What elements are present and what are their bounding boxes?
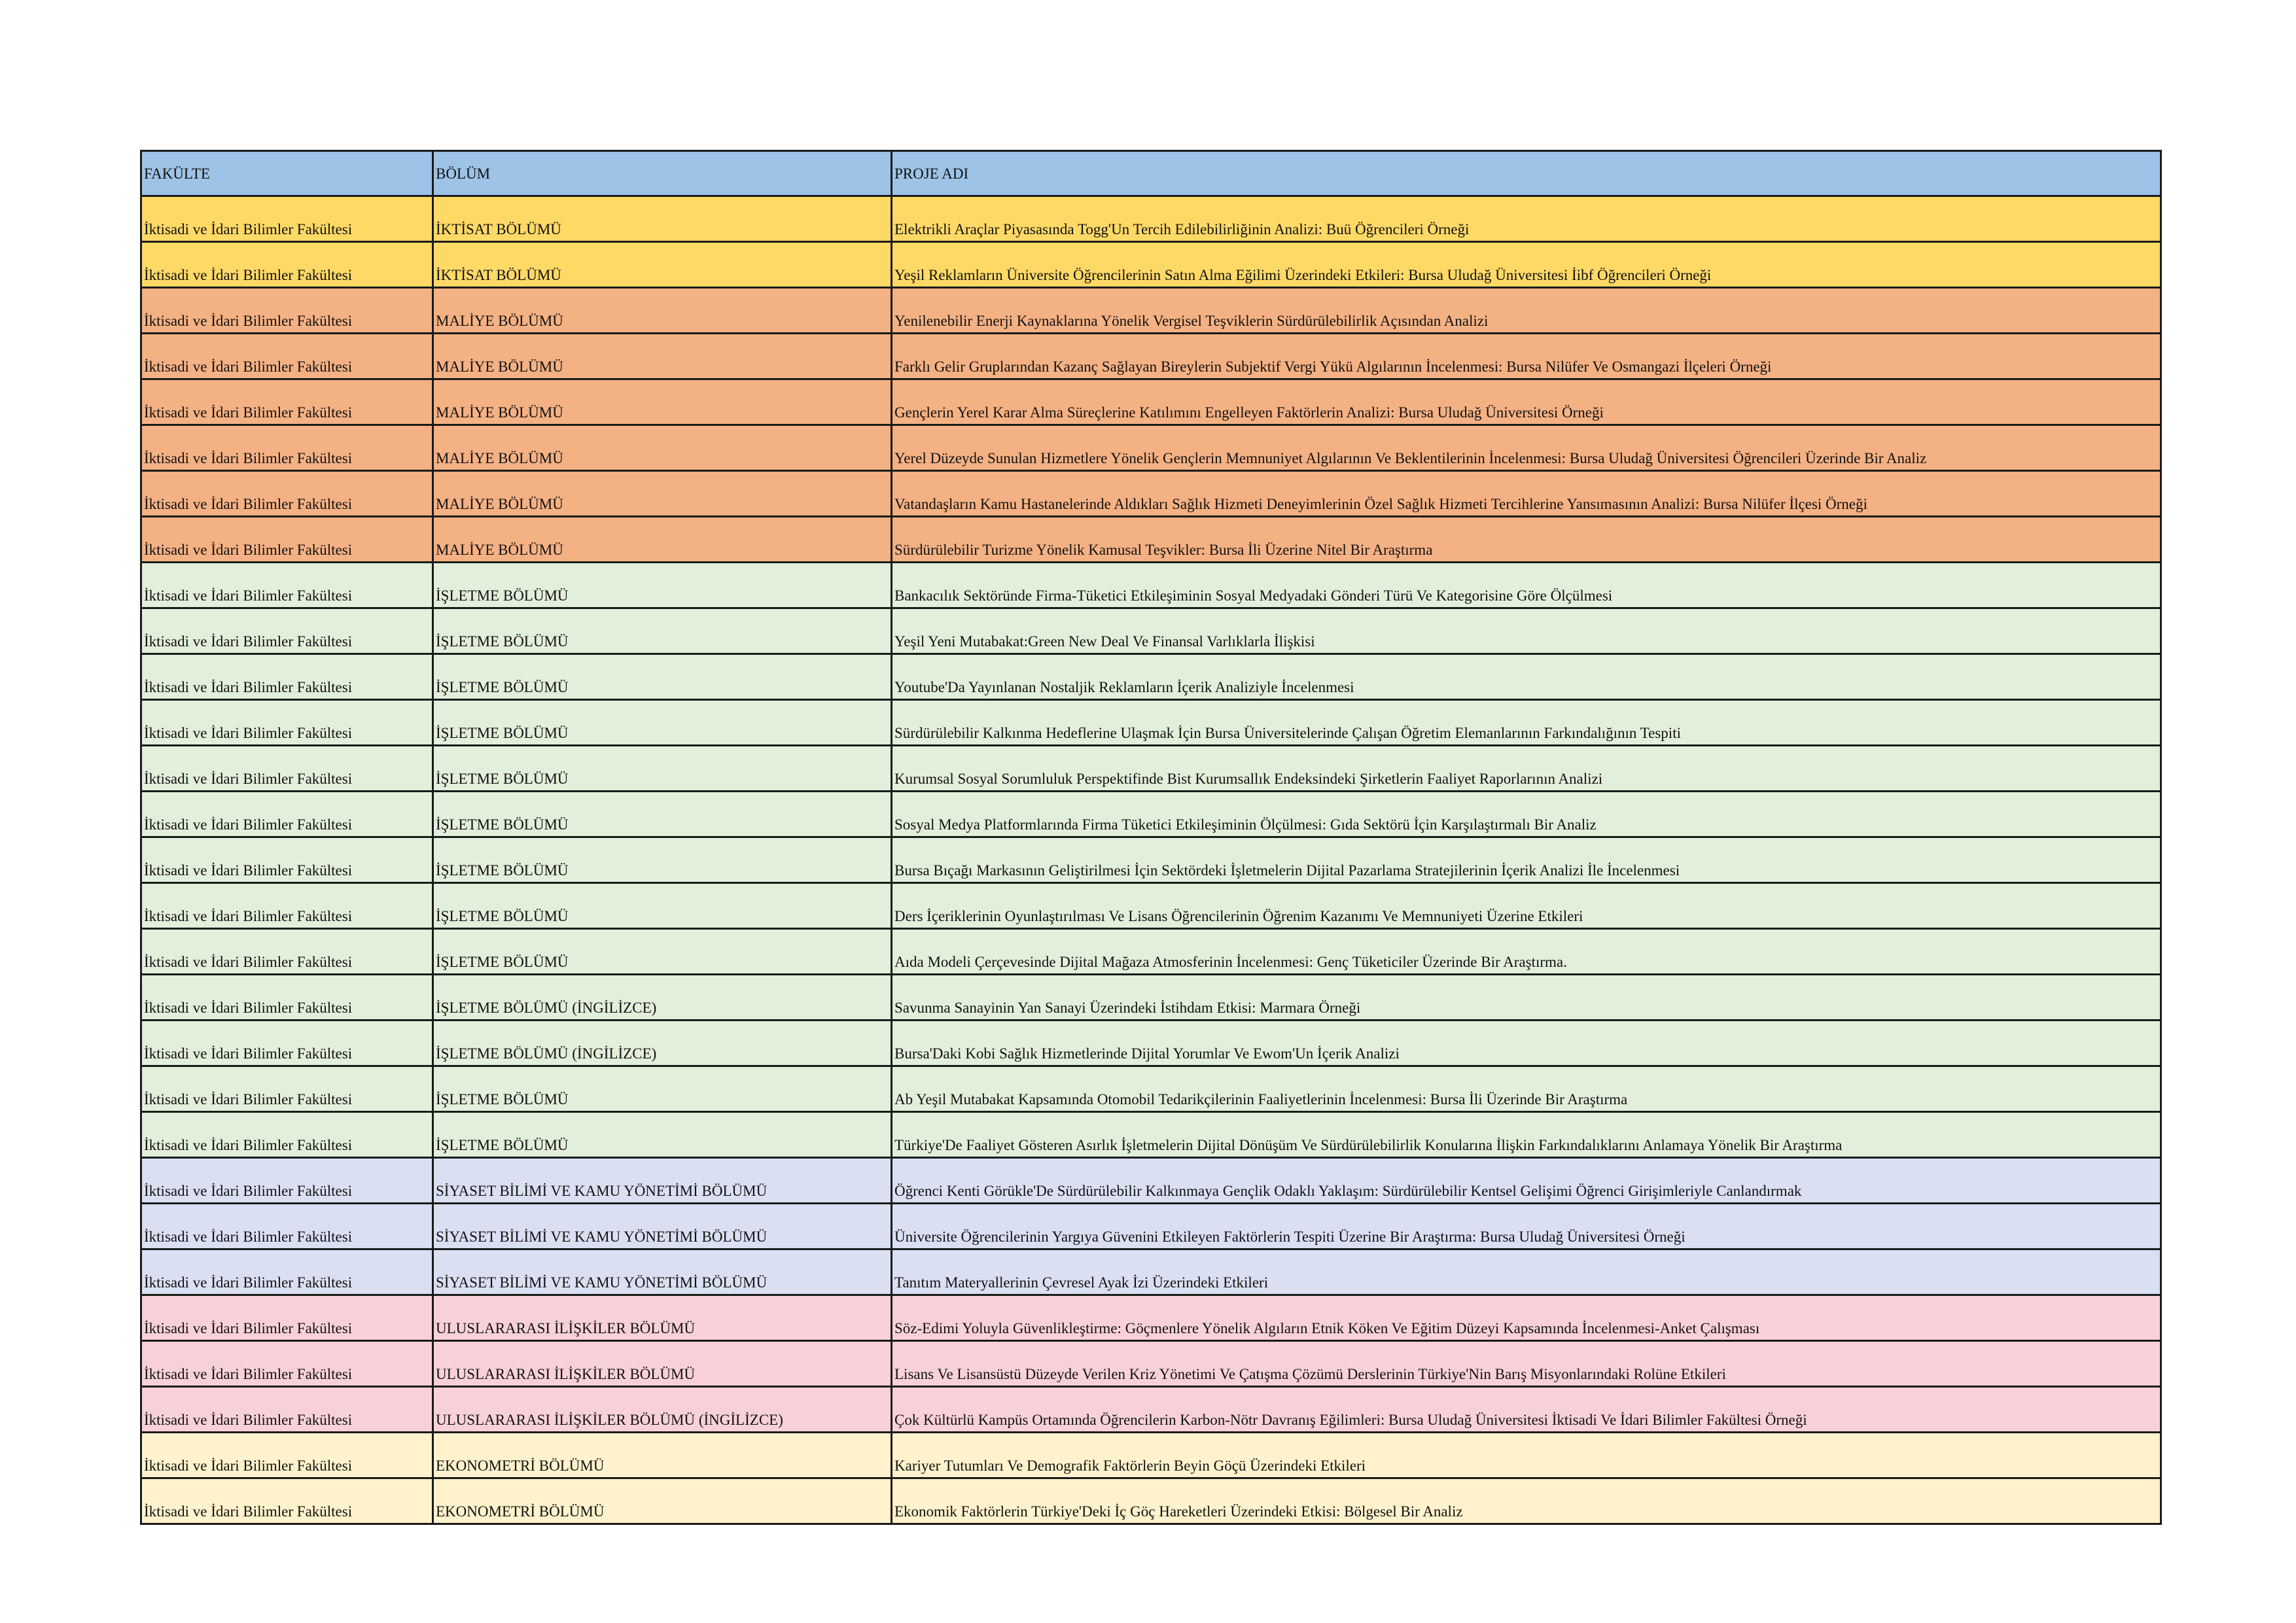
cell-project: Üniversite Öğrencilerinin Yargıya Güvenini Etkileyen Faktörlerin Tespiti Üzerine Bir Araştırma: Bursa Uludağ Üniversitesi Örneği <box>892 1204 2161 1249</box>
table-row <box>141 425 2161 471</box>
cell-project: Sürdürülebilir Turizme Yönelik Kamusal Teşvikler: Bursa İli Üzerine Nitel Bir Araştırma <box>892 517 2161 563</box>
cell-department: İŞLETME BÖLÜMÜ <box>433 837 892 883</box>
table-header-row <box>141 151 2161 196</box>
cell-department: İŞLETME BÖLÜMÜ <box>433 929 892 975</box>
cell-project: Kariyer Tutumları Ve Demografik Faktörlerin Beyin Göçü Üzerindeki Etkileri <box>892 1433 2161 1478</box>
table-row <box>141 1249 2161 1295</box>
cell-department: MALİYE BÖLÜMÜ <box>433 471 892 517</box>
table-row <box>141 379 2161 425</box>
cell-project: Yeşil Reklamların Üniversite Öğrencilerinin Satın Alma Eğilimi Üzerindeki Etkileri: Bursa Uludağ Üniversitesi İibf Öğrencileri Örneği <box>892 242 2161 288</box>
table-row <box>141 608 2161 654</box>
cell-project: Kurumsal Sosyal Sorumluluk Perspektifinde Bist Kurumsallık Endeksindeki Şirketlerin Faaliyet Raporlarının Analizi <box>892 746 2161 792</box>
cell-project: Gençlerin Yerel Karar Alma Süreçlerine Katılımını Engelleyen Faktörlerin Analizi: Bursa Uludağ Üniversitesi Örneği <box>892 379 2161 425</box>
cell-department: İŞLETME BÖLÜMÜ <box>433 608 892 654</box>
cell-department: İŞLETME BÖLÜMÜ (İNGİLİZCE) <box>433 1021 892 1066</box>
cell-faculty: İktisadi ve İdari Bilimler Fakültesi <box>141 1158 433 1204</box>
table-row <box>141 883 2161 929</box>
cell-department: İŞLETME BÖLÜMÜ <box>433 883 892 929</box>
cell-faculty: İktisadi ve İdari Bilimler Fakültesi <box>141 1112 433 1158</box>
cell-department: MALİYE BÖLÜMÜ <box>433 425 892 471</box>
cell-faculty: İktisadi ve İdari Bilimler Fakültesi <box>141 1341 433 1387</box>
table-row <box>141 563 2161 608</box>
cell-project: Tanıtım Materyallerinin Çevresel Ayak İzi Üzerindeki Etkileri <box>892 1249 2161 1295</box>
table-row <box>141 1204 2161 1249</box>
cell-department: İŞLETME BÖLÜMÜ <box>433 700 892 746</box>
table-row <box>141 1433 2161 1478</box>
cell-department: İŞLETME BÖLÜMÜ <box>433 1066 892 1112</box>
cell-faculty: İktisadi ve İdari Bilimler Fakültesi <box>141 517 433 563</box>
cell-project: Sosyal Medya Platformlarında Firma Tüketici Etkileşiminin Ölçülmesi: Gıda Sektörü İçin Karşılaştırmalı Bir Analiz <box>892 792 2161 837</box>
cell-faculty: İktisadi ve İdari Bilimler Fakültesi <box>141 883 433 929</box>
cell-faculty: İktisadi ve İdari Bilimler Fakültesi <box>141 929 433 975</box>
table-row <box>141 654 2161 700</box>
cell-faculty: İktisadi ve İdari Bilimler Fakültesi <box>141 334 433 379</box>
header-faculty: FAKÜLTE <box>141 151 433 196</box>
cell-project: Öğrenci Kenti Görükle'De Sürdürülebilir Kalkınmaya Gençlik Odaklı Yaklaşım: Sürdürülebilir Kentsel Gelişimi Öğrenci Girişimleriyle Canlandırmak <box>892 1158 2161 1204</box>
cell-department: ULUSLARARASI İLİŞKİLER BÖLÜMÜ <box>433 1341 892 1387</box>
cell-faculty: İktisadi ve İdari Bilimler Fakültesi <box>141 1204 433 1249</box>
cell-department: MALİYE BÖLÜMÜ <box>433 517 892 563</box>
cell-department: MALİYE BÖLÜMÜ <box>433 288 892 334</box>
cell-department: MALİYE BÖLÜMÜ <box>433 334 892 379</box>
table-row <box>141 1112 2161 1158</box>
cell-faculty: İktisadi ve İdari Bilimler Fakültesi <box>141 425 433 471</box>
cell-faculty: İktisadi ve İdari Bilimler Fakültesi <box>141 1295 433 1341</box>
cell-project: Yerel Düzeyde Sunulan Hizmetlere Yönelik Gençlerin Memnuniyet Algılarının Ve Beklentilerinin İncelenmesi: Bursa Uludağ Üniversitesi Öğrencileri Üzerinde Bir Analiz <box>892 425 2161 471</box>
table-body <box>141 196 2161 1524</box>
cell-project: Aıda Modeli Çerçevesinde Dijital Mağaza Atmosferinin İncelenmesi: Genç Tüketiciler Üzerinde Bir Araştırma. <box>892 929 2161 975</box>
project-table <box>140 150 2162 1525</box>
table-row <box>141 196 2161 242</box>
cell-project: Söz-Edimi Yoluyla Güvenlikleştirme: Göçmenlere Yönelik Algıların Etnik Köken Ve Eğitim Düzeyi Kapsamında İncelenmesi-Anket Çalışması <box>892 1295 2161 1341</box>
cell-project: Yeşil Yeni Mutabakat:Green New Deal Ve Finansal Varlıklarla İlişkisi <box>892 608 2161 654</box>
cell-project: Vatandaşların Kamu Hastanelerinde Aldıkları Sağlık Hizmeti Deneyimlerinin Özel Sağlık Hizmeti Tercihlerine Yansımasının Analizi: Bursa Nilüfer İlçesi Örneği <box>892 471 2161 517</box>
cell-department: İŞLETME BÖLÜMÜ <box>433 563 892 608</box>
cell-project: Bankacılık Sektöründe Firma-Tüketici Etkileşiminin Sosyal Medyadaki Gönderi Türü Ve Kategorisine Göre Ölçülmesi <box>892 563 2161 608</box>
table-row <box>141 700 2161 746</box>
table-row <box>141 288 2161 334</box>
cell-project: Elektrikli Araçlar Piyasasında Togg'Un Tercih Edilebilirliğinin Analizi: Buü Öğrencileri Örneği <box>892 196 2161 242</box>
cell-department: İKTİSAT BÖLÜMÜ <box>433 242 892 288</box>
table-row <box>141 471 2161 517</box>
cell-department: ULUSLARARASI İLİŞKİLER BÖLÜMÜ <box>433 1295 892 1341</box>
cell-department: İŞLETME BÖLÜMÜ (İNGİLİZCE) <box>433 975 892 1021</box>
table-row <box>141 746 2161 792</box>
cell-faculty: İktisadi ve İdari Bilimler Fakültesi <box>141 379 433 425</box>
table-row <box>141 1066 2161 1112</box>
cell-department: MALİYE BÖLÜMÜ <box>433 379 892 425</box>
cell-project: Bursa Bıçağı Markasının Geliştirilmesi İçin Sektördeki İşletmelerin Dijital Pazarlama Stratejilerinin İçerik Analizi İle İncelenmesi <box>892 837 2161 883</box>
cell-project: Bursa'Daki Kobi Sağlık Hizmetlerinde Dijital Yorumlar Ve Ewom'Un İçerik Analizi <box>892 1021 2161 1066</box>
table-row <box>141 1478 2161 1524</box>
cell-faculty: İktisadi ve İdari Bilimler Fakültesi <box>141 837 433 883</box>
cell-department: SİYASET BİLİMİ VE KAMU YÖNETİMİ BÖLÜMÜ <box>433 1204 892 1249</box>
cell-project: Türkiye'De Faaliyet Gösteren Asırlık İşletmelerin Dijital Dönüşüm Ve Sürdürülebilirlik Konularına İlişkin Farkındalıklarını Anlamaya Yönelik Bir Araştırma <box>892 1112 2161 1158</box>
cell-department: EKONOMETRİ BÖLÜMÜ <box>433 1433 892 1478</box>
table-row <box>141 837 2161 883</box>
cell-faculty: İktisadi ve İdari Bilimler Fakültesi <box>141 654 433 700</box>
table-row <box>141 1158 2161 1204</box>
cell-department: İŞLETME BÖLÜMÜ <box>433 654 892 700</box>
cell-department: İKTİSAT BÖLÜMÜ <box>433 196 892 242</box>
cell-project: Youtube'Da Yayınlanan Nostaljik Reklamların İçerik Analiziyle İncelenmesi <box>892 654 2161 700</box>
cell-project: Yenilenebilir Enerji Kaynaklarına Yönelik Vergisel Teşviklerin Sürdürülebilirlik Açısından Analizi <box>892 288 2161 334</box>
cell-project: Sürdürülebilir Kalkınma Hedeflerine Ulaşmak İçin Bursa Üniversitelerinde Çalışan Öğretim Elemanlarının Farkındalığının Tespiti <box>892 700 2161 746</box>
cell-faculty: İktisadi ve İdari Bilimler Fakültesi <box>141 471 433 517</box>
cell-project: Ders İçeriklerinin Oyunlaştırılması Ve Lisans Öğrencilerinin Öğrenim Kazanımı Ve Memnuniyeti Üzerine Etkileri <box>892 883 2161 929</box>
table-row <box>141 517 2161 563</box>
cell-department: İŞLETME BÖLÜMÜ <box>433 746 892 792</box>
cell-faculty: İktisadi ve İdari Bilimler Fakültesi <box>141 242 433 288</box>
cell-faculty: İktisadi ve İdari Bilimler Fakültesi <box>141 1478 433 1524</box>
spreadsheet-page <box>140 150 2160 1525</box>
cell-department: İŞLETME BÖLÜMÜ <box>433 792 892 837</box>
cell-faculty: İktisadi ve İdari Bilimler Fakültesi <box>141 196 433 242</box>
table-row <box>141 1341 2161 1387</box>
cell-department: SİYASET BİLİMİ VE KAMU YÖNETİMİ BÖLÜMÜ <box>433 1249 892 1295</box>
cell-project: Savunma Sanayinin Yan Sanayi Üzerindeki İstihdam Etkisi: Marmara Örneği <box>892 975 2161 1021</box>
cell-project: Farklı Gelir Gruplarından Kazanç Sağlayan Bireylerin Subjektif Vergi Yükü Algılarının İncelenmesi: Bursa Nilüfer Ve Osmangazi İlçeleri Örneği <box>892 334 2161 379</box>
table-row <box>141 1295 2161 1341</box>
cell-faculty: İktisadi ve İdari Bilimler Fakültesi <box>141 1021 433 1066</box>
cell-department: ULUSLARARASI İLİŞKİLER BÖLÜMÜ (İNGİLİZCE) <box>433 1387 892 1433</box>
table-row <box>141 334 2161 379</box>
cell-faculty: İktisadi ve İdari Bilimler Fakültesi <box>141 700 433 746</box>
header-project: PROJE ADI <box>892 151 2161 196</box>
cell-project: Çok Kültürlü Kampüs Ortamında Öğrencilerin Karbon-Nötr Davranış Eğilimleri: Bursa Uludağ Üniversitesi İktisadi Ve İdari Bilimler Fakültesi Örneği <box>892 1387 2161 1433</box>
cell-faculty: İktisadi ve İdari Bilimler Fakültesi <box>141 1249 433 1295</box>
cell-faculty: İktisadi ve İdari Bilimler Fakültesi <box>141 975 433 1021</box>
cell-department: İŞLETME BÖLÜMÜ <box>433 1112 892 1158</box>
cell-faculty: İktisadi ve İdari Bilimler Fakültesi <box>141 1433 433 1478</box>
cell-department: SİYASET BİLİMİ VE KAMU YÖNETİMİ BÖLÜMÜ <box>433 1158 892 1204</box>
table-row <box>141 975 2161 1021</box>
cell-project: Ab Yeşil Mutabakat Kapsamında Otomobil Tedarikçilerinin Faaliyetlerinin İncelenmesi: Bursa İli Üzerinde Bir Araştırma <box>892 1066 2161 1112</box>
header-department: BÖLÜM <box>433 151 892 196</box>
cell-faculty: İktisadi ve İdari Bilimler Fakültesi <box>141 288 433 334</box>
cell-faculty: İktisadi ve İdari Bilimler Fakültesi <box>141 792 433 837</box>
table-row <box>141 792 2161 837</box>
cell-faculty: İktisadi ve İdari Bilimler Fakültesi <box>141 1387 433 1433</box>
cell-project: Ekonomik Faktörlerin Türkiye'Deki İç Göç Hareketleri Üzerindeki Etkisi: Bölgesel Bir Analiz <box>892 1478 2161 1524</box>
cell-faculty: İktisadi ve İdari Bilimler Fakültesi <box>141 608 433 654</box>
cell-project: Lisans Ve Lisansüstü Düzeyde Verilen Kriz Yönetimi Ve Çatışma Çözümü Derslerinin Türkiye'Nin Barış Misyonlarındaki Rolüne Etkileri <box>892 1341 2161 1387</box>
cell-faculty: İktisadi ve İdari Bilimler Fakültesi <box>141 746 433 792</box>
cell-faculty: İktisadi ve İdari Bilimler Fakültesi <box>141 1066 433 1112</box>
cell-faculty: İktisadi ve İdari Bilimler Fakültesi <box>141 563 433 608</box>
cell-department: EKONOMETRİ BÖLÜMÜ <box>433 1478 892 1524</box>
table-row <box>141 242 2161 288</box>
table-row <box>141 1021 2161 1066</box>
table-row <box>141 1387 2161 1433</box>
table-row <box>141 929 2161 975</box>
